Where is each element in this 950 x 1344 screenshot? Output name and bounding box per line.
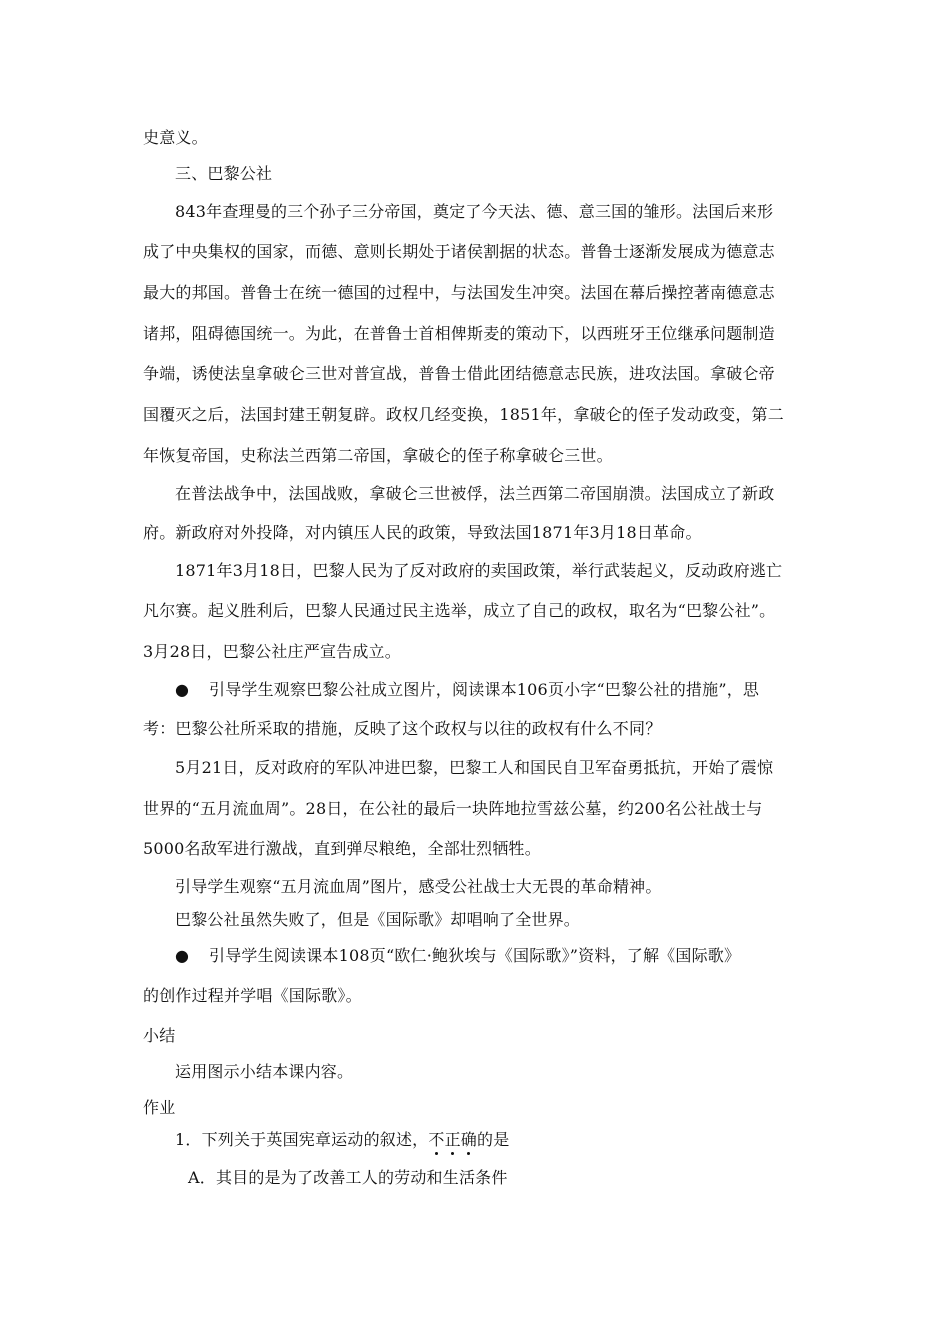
text-line: 最大的邦国。普鲁士在统一德国的过程中，与法国发生冲突。法国在幕后操控著南德意志 [143,283,775,302]
section-heading: 三、巴黎公社 [175,164,273,183]
question-suffix: 的是 [477,1130,510,1149]
text-line: 世界的“五月流血周”。28日，在公社的最后一块阵地拉雪兹公墓，约200名公社战士与 [143,799,763,818]
bullet-line [175,680,855,700]
text-line: 引导学生观察“五月流血周”图片，感受公社战士大无畏的革命精神。 [175,877,662,896]
text-line: 843年查理曼的三个孙子三分帝国，奠定了今天法、德、意三国的雏形。法国后来形 [175,202,774,221]
section-heading: 作业 [143,1098,176,1117]
section-heading: 小结 [143,1026,176,1045]
bullet-text: 引导学生阅读课本108页“欧仁·鲍狄埃与《国际歌》”资料，了解《国际歌》 [209,946,741,965]
text-line: 诸邦，阻碍德国统一。为此，在普鲁士首相俾斯麦的策动下，以西班牙王位继承问题制造 [143,324,775,343]
emphasis-char: 确 [460,1130,477,1149]
text-line: 争端，诱使法皇拿破仑三世对普宣战，普鲁士借此团结德意志民族，进攻法国。拿破仑帝 [143,364,775,383]
text-line: 巴黎公社虽然失败了，但是《国际歌》却唱响了全世界。 [175,910,581,929]
text-line: 3月28日，巴黎公社庄严宣告成立。 [143,642,401,661]
text-line: 的创作过程并学唱《国际歌》。 [143,986,362,1005]
bullet-icon: ● [175,946,190,965]
text-line: 凡尔赛。起义胜利后，巴黎人民通过民主选举，成立了自己的政权，取名为“巴黎公社”。 [143,601,776,620]
question-line [175,1130,855,1150]
text-line: 府。新政府对外投降，对内镇压人民的政策，导致法国1871年3月18日革命。 [143,523,702,542]
bullet-text: 引导学生观察巴黎公社成立图片，阅读课本106页小字“巴黎公社的措施”，思 [209,680,760,699]
bullet-icon: ● [175,680,190,699]
text-line: 成了中央集权的国家，而德、意则长期处于诸侯割据的状态。普鲁士逐渐发展成为德意志 [143,242,775,261]
question-prefix: 1．下列关于英国宪章运动的叙述， [175,1130,429,1149]
text-line: 1871年3月18日，巴黎人民为了反对政府的卖国政策，举行武装起义，反动政府逃亡 [175,561,783,580]
emphasis-char: 正 [444,1130,461,1149]
text-line: 5月21日，反对政府的军队冲进巴黎，巴黎工人和国民自卫军奋勇抵抗，开始了震惊 [175,758,774,777]
emphasis-char: 不 [428,1130,445,1149]
text-line: 史意义。 [143,128,208,147]
text-line: 运用图示小结本课内容。 [175,1062,354,1081]
text-line: 考：巴黎公社所采取的措施，反映了这个政权与以往的政权有什么不同？ [143,719,662,738]
bullet-line [175,946,855,966]
answer-option-a: A．其目的是为了改善工人的劳动和生活条件 [188,1168,508,1187]
text-line: 国覆灭之后，法国封建王朝复辟。政权几经变换，1851年，拿破仑的侄子发动政变，第二 [143,405,784,424]
text-line: 在普法战争中，法国战败，拿破仑三世被俘，法兰西第二帝国崩溃。法国成立了新政 [175,484,775,503]
text-line: 5000名敌军进行激战，直到弹尽粮绝，全部壮烈牺牲。 [143,839,541,858]
text-line: 年恢复帝国，史称法兰西第二帝国，拿破仑的侄子称拿破仑三世。 [143,446,613,465]
